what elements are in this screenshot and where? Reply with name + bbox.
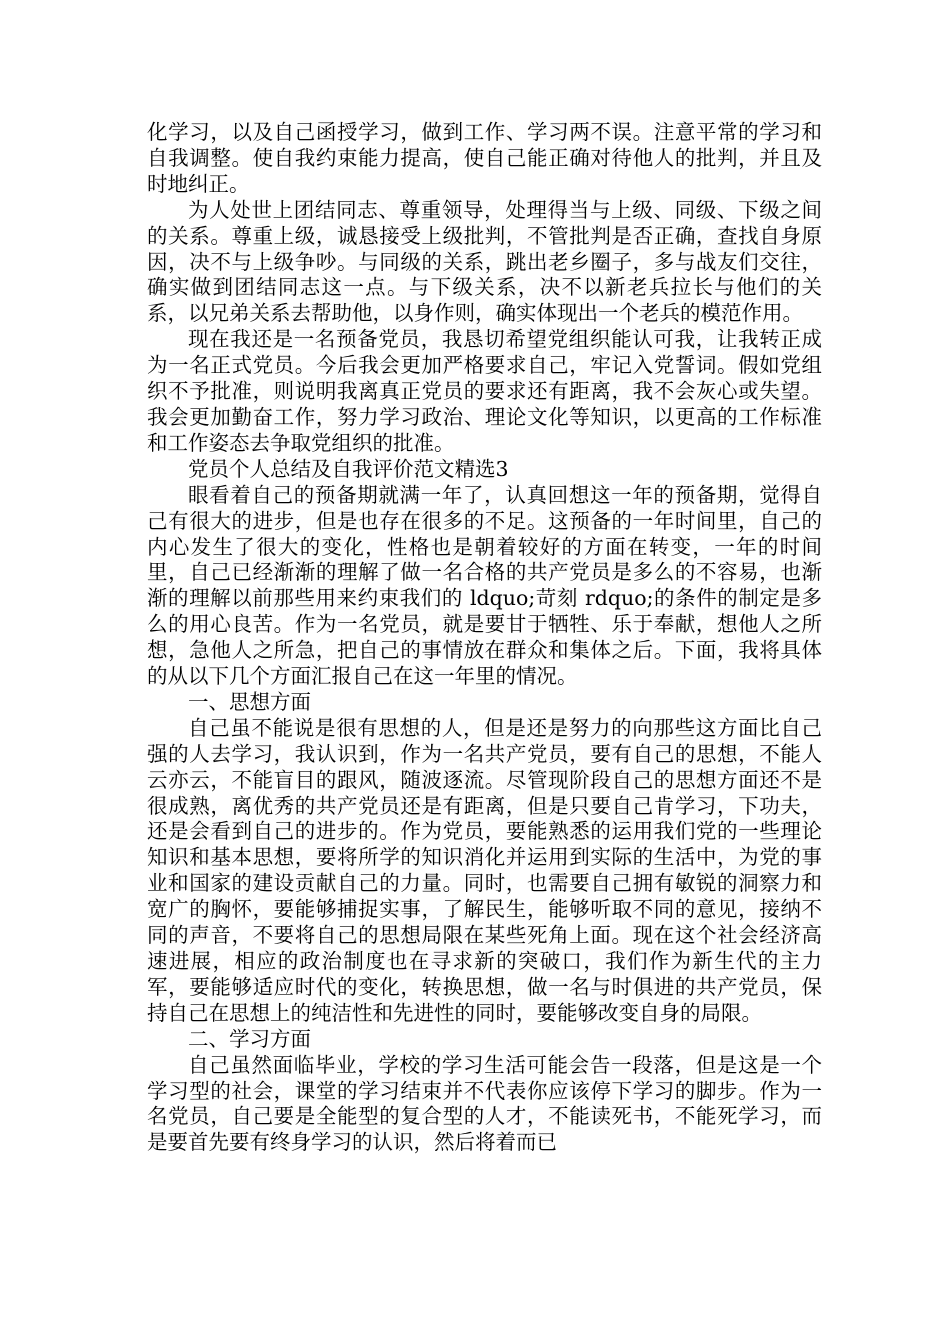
paragraph-6: 自己虽然面临毕业，学校的学习生活可能会告一段落，但是这是一个学习型的社会，课堂的学习结束并不代表你应该停下学习的脚步。作为一名党员，自己要是全能型的复合型的人才，不能读死书，不能死学习，而是要首先要有终身学习的认识，然后将着而已 (147, 1052, 822, 1155)
paragraph-4: 眼看着自己的预备期就满一年了，认真回想这一年的预备期，觉得自己有很大的进步，但是也存在很多的不足。这预备的一年时间里，自己的内心发生了很大的变化，性格也是朝着较好的方面在转变，一年的时间里，自己已经渐渐的理解了做一名合格的共产党员是多么的不容易，也渐渐的理解以前那些用来约束我们的 ldquo;苛刻 rdquo;的条件的制定是多么的用心良苦。作为一名党员，就是要甘于牺牲、乐于奉献，想他人之所想，急他人之所急，把自己的事情放在群众和集体之后。下面，我将具体的从以下几个方面汇报自己在这一年里的情况。 (147, 482, 822, 689)
document-body (147, 120, 822, 1156)
section-heading-study: 二、学习方面 (188, 1026, 311, 1051)
paragraph-1: 化学习，以及自己函授学习，做到工作、学习两不误。注意平常的学习和自我调整。使自我约束能力提高，使自己能正确对待他人的批判，并且及时地纠正。 (147, 120, 822, 196)
section-heading-thought: 一、思想方面 (188, 689, 311, 714)
paragraph-3: 现在我还是一名预备党员，我恳切希望党组织能认可我，让我转正成为一名正式党员。今后我会更加严格要求自己，牢记入党誓词。假如党组织不予批准，则说明我离真正党员的要求还有距离，我不会灰心或失望。我会更加勤奋工作，努力学习政治、理论文化等知识，以更高的工作标准和工作姿态去争取党组织的批准。 (147, 327, 822, 455)
paragraph-5: 自己虽不能说是很有思想的人，但是还是努力的向那些这方面比自己强的人去学习，我认识到，作为一名共产党员，要有自己的思想，不能人云亦云，不能盲目的跟风，随波逐流。尽管现阶段自己的思想方面还不是很成熟，离优秀的共产党员还是有距离，但是只要自己肯学习，下功夫，还是会看到自己的进步的。作为党员，要能熟悉的运用我们党的一些理论知识和基本思想，要将所学的知识消化并运用到实际的生活中，为党的事业和国家的建设贡献自己的力量。同时，也需要自己拥有敏锐的洞察力和宽广的胸怀，要能够捕捉实事，了解民生，能够听取不同的意见，接纳不同的声音，不要将自己的思想局限在某些死角上面。现在这个社会经济高速进展，相应的政治制度也在寻求新的突破口，我们作为新生代的主力军，要能够适应时代的变化，转换思想，做一名与时俱进的共产党员，保持自己在思想上的纯洁性和先进性的同时，要能够改变自身的局限。 (147, 715, 822, 1025)
section-heading-sample-3: 党员个人总结及自我评价范文精选3 (188, 456, 509, 481)
paragraph-2: 为人处世上团结同志、尊重领导，处理得当与上级、同级、下级之间的关系。尊重上级，诚恳接受上级批判，不管批判是否正确，查找自身原因，决不与上级争吵。与同级的关系，跳出老乡圈子，多与战友们交往，确实做到团结同志这一点。与下级关系，决不以新老兵拉长与他们的关系，以兄弟关系去帮助他，以身作则，确实体现出一个老兵的模范作用。 (147, 197, 822, 326)
